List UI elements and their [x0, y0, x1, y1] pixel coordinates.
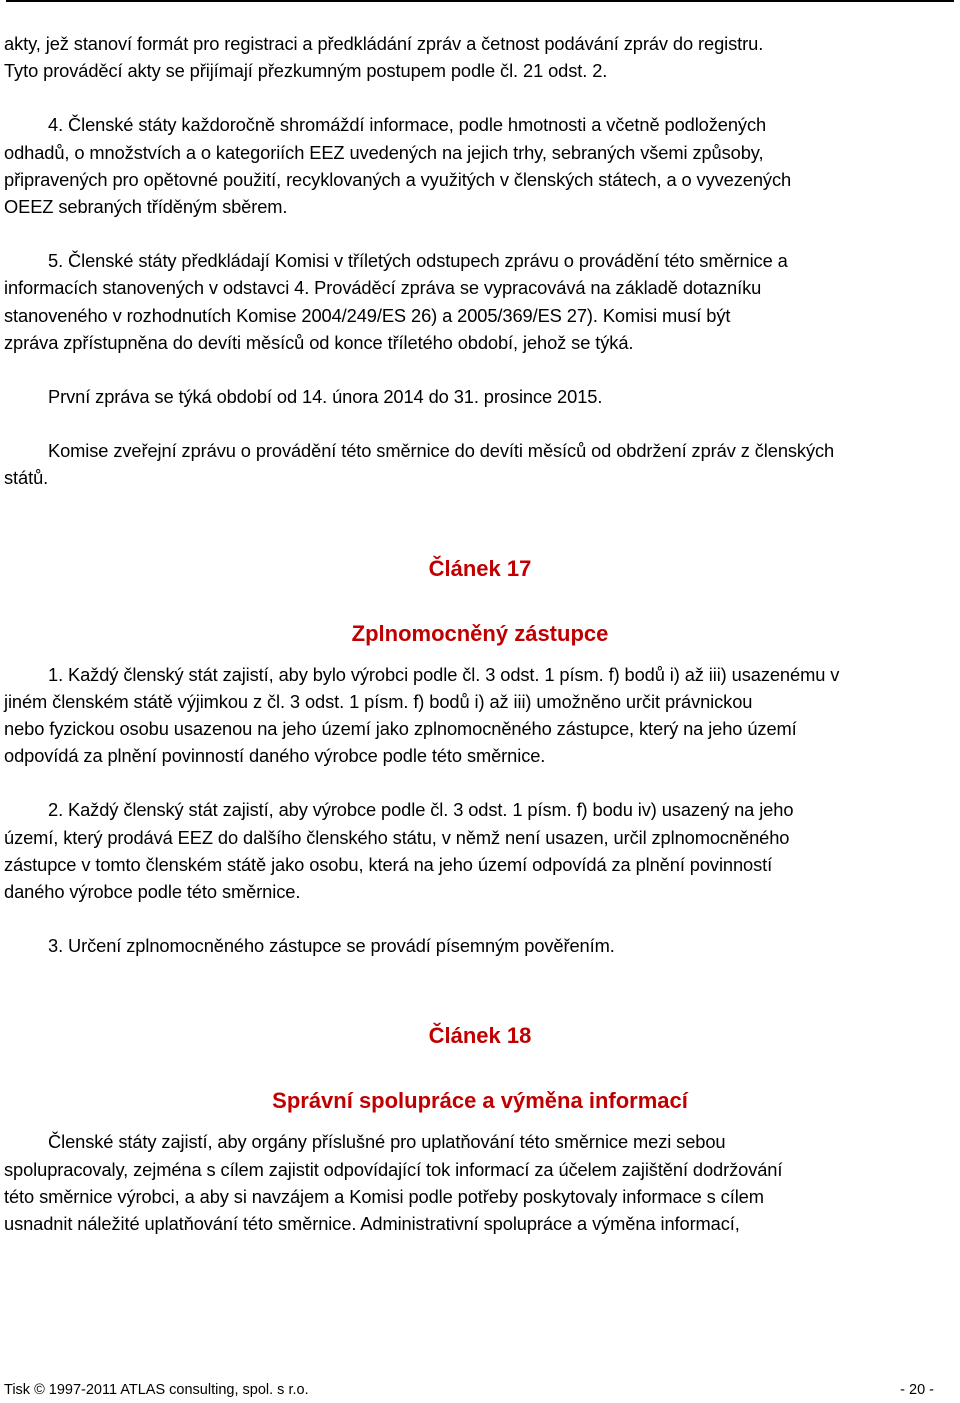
paragraph-intro — [4, 30, 956, 84]
footer-page-number: - 20 - — [900, 1382, 934, 1398]
article-17-paragraph-1 — [4, 661, 956, 770]
page-footer — [4, 1381, 934, 1399]
text-line: zpráva zpřístupněna do devíti měsíců od konce tříletého období, jehož se týká. — [4, 331, 634, 353]
text-line: akty, jež stanoví formát pro registraci a předkládání zpráv a četnost podávání zpráv do registru. — [4, 33, 764, 54]
article-18-number: Článek 18 — [428, 1023, 532, 1049]
text-line: 2. Každý členský stát zajistí, aby výrobce podle čl. 3 odst. 1 písm. f) bodu iv) usazený na jeho — [48, 799, 794, 821]
paragraph-5 — [4, 247, 956, 356]
article-17-paragraph-2 — [4, 796, 956, 905]
article-17-title: Zplnomocněný zástupce — [351, 620, 609, 646]
paragraph-4 — [4, 111, 956, 220]
text-line: nebo fyzickou osobu usazenou na jeho území jako zplnomocněného zástupce, který na jeho území — [4, 718, 797, 740]
document-page — [4, 30, 956, 1237]
text-line: informacích stanovených v odstavci 4. Prováděcí zpráva se vypracovává na základě dotazníku — [4, 277, 762, 299]
paragraph-first-report: První zpráva se týká období od 14. února 2014 do 31. prosince 2015. — [48, 386, 603, 408]
text-line: Komise zveřejní zprávu o provádění této směrnice do devíti měsíců od obdržení zpráv z členských — [48, 440, 835, 462]
article-18-title: Správní spolupráce a výměna informací — [272, 1088, 688, 1114]
article-17-number: Článek 17 — [428, 555, 532, 581]
text-line: 4. Členské státy každoročně shromáždí informace, podle hmotnosti a včetně podložených — [48, 114, 767, 136]
text-line: usnadnit náležité uplatňování této směrnice. Administrativní spolupráce a výměna informací, — [4, 1213, 740, 1235]
text-line: Členské státy zajistí, aby orgány příslušné pro uplatňování této směrnice mezi sebou — [48, 1131, 726, 1153]
text-line: odhadů, o množstvích a o kategoriích EEZ uvedených na jejich trhy, sebraných všemi způsoby, — [4, 141, 764, 163]
top-rule — [6, 0, 954, 2]
article-17-paragraph-3: 3. Určení zplnomocněného zástupce se provádí písemným pověřením. — [48, 935, 615, 957]
text-line: stanoveného v rozhodnutích Komise 2004/249/ES 26) a 2005/369/ES 27). Komisi musí být — [4, 304, 731, 326]
paragraph-publish — [4, 437, 956, 491]
text-line: daného výrobce podle této směrnice. — [4, 881, 301, 903]
text-line: Tyto prováděcí akty se přijímají přezkumným postupem podle čl. 21 odst. 2. — [4, 60, 608, 82]
footer-copyright: Tisk © 1997-2011 ATLAS consulting, spol. s r.o. — [4, 1382, 309, 1398]
text-line: 5. Členské státy předkládají Komisi v tříletých odstupech zprávu o provádění této směrnice a — [48, 250, 788, 272]
text-line: zástupce v tomto členském státě jako osobu, která na jeho území odpovídá za plnění povinností — [4, 853, 773, 875]
text-line: připravených pro opětovné použití, recyklovaných a využitých v členských státech, a o vyvezených — [4, 168, 792, 190]
text-line: spolupracovaly, zejména s cílem zajistit odpovídající tok informací za účelem zajištění dodržování — [4, 1158, 783, 1180]
text-line: jiném členském státě výjimkou z čl. 3 odst. 1 písm. f) bodů i) až iii) umožněno určit právnickou — [4, 690, 753, 712]
text-line: této směrnice výrobci, a aby si navzájem a Komisi podle potřeby poskytovaly informace s cílem — [4, 1185, 764, 1207]
text-line: území, který prodává EEZ do dalšího členského státu, v němž není usazen, určil zplnomocněného — [4, 826, 790, 848]
text-line: OEEZ sebraných tříděným sběrem. — [4, 196, 288, 218]
text-line: států. — [4, 467, 49, 489]
text-line: odpovídá za plnění povinností daného výrobce podle této směrnice. — [4, 745, 546, 767]
article-18-paragraph-1 — [4, 1128, 956, 1237]
text-line: 1. Každý členský stát zajistí, aby bylo výrobci podle čl. 3 odst. 1 písm. f) bodů i) až iii) usazenému v — [48, 663, 840, 685]
